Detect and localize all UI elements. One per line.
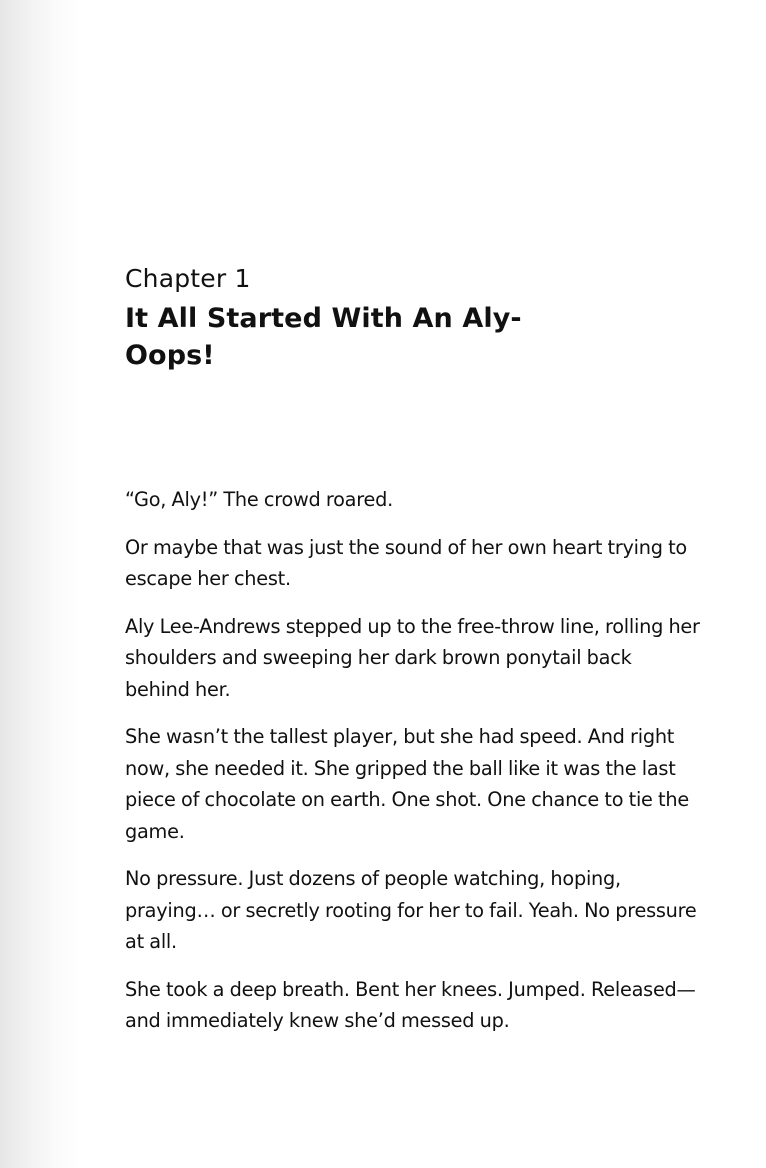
paragraph: She took a deep breath. Bent her knees. Jumped. Released— and immediately knew she’d messed up. (125, 977, 696, 1032)
chapter-number: Chapter 1 (125, 264, 251, 293)
chapter-title: It All Started With An Aly-Oops! (125, 303, 522, 371)
chapter-body (125, 484, 700, 1037)
page-content (125, 262, 700, 1053)
paragraph: She wasn’t the tallest player, but she had speed. And right now, she needed it. She gripped the ball like it was the last piece of chocolate on earth. One shot. One chance to tie the game. (125, 725, 689, 843)
paragraph: “Go, Aly!” The crowd roared. (125, 488, 393, 511)
paragraph: Or maybe that was just the sound of her own heart trying to escape her chest. (125, 535, 687, 590)
spine-shadow (0, 0, 80, 1168)
paragraph: No pressure. Just dozens of people watching, hoping, praying… or secretly rooting for her to fail. Yeah. No pressure at all. (125, 867, 697, 953)
paragraph: Aly Lee-Andrews stepped up to the free-throw line, rolling her shoulders and sweeping her dark brown ponytail back behind her. (125, 614, 700, 701)
